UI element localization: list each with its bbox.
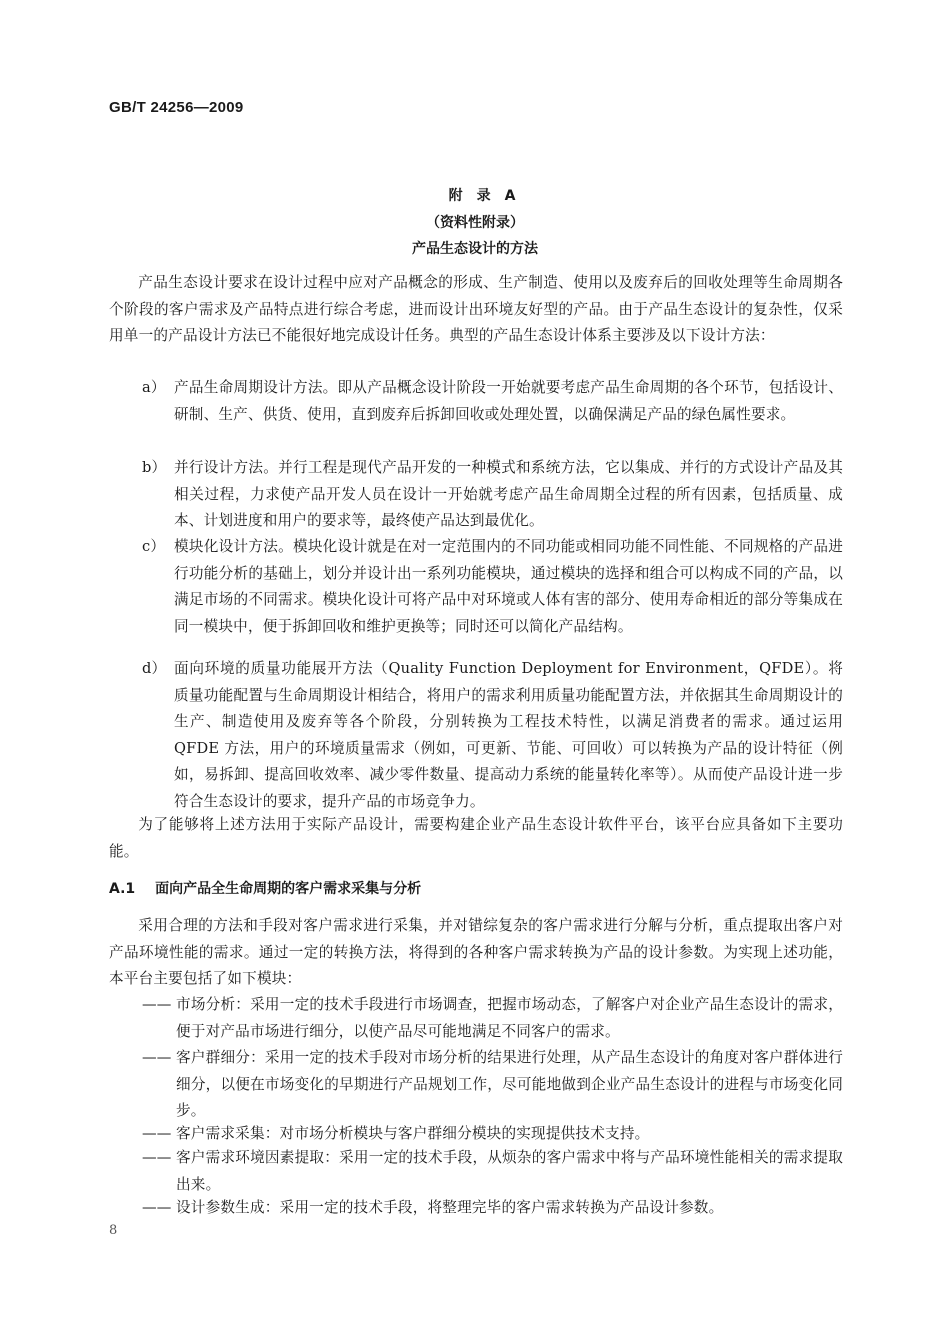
module-item-environment-factor <box>142 1145 843 1198</box>
method-text-c: 模块化设计方法。模块化设计就是在对一定范围内的不同功能或相同功能不同性能、不同规格的产品进行功能分析的基础上，划分并设计出一系列功能模块，通过模块的选择和组合可以构成不同的产品，以满足市场的不同需求。模块化设计可将产品中对环境或人体有害的部分、使用寿命相近的部分等集成在同一模块中，便于拆卸回收和维护更换等；同时还可以简化产品结构。 <box>174 538 843 635</box>
module-text: 客户需求采集：对市场分析模块与客户群细分模块的实现提供技术支持。 <box>176 1125 650 1142</box>
module-text: 市场分析：采用一定的技术手段进行市场调查，把握市场动态，了解客户对企业产品生态设计的需求，便于对产品市场进行细分，以使产品尽可能地满足不同客户的需求。 <box>176 996 843 1040</box>
page-number: 8 <box>109 1223 118 1238</box>
dash-marker: —— <box>142 1125 172 1142</box>
method-item-c <box>142 534 843 640</box>
intro-paragraph: 产品生态设计要求在设计过程中应对产品概念的形成、生产制造、使用以及废弃后的回收处理等生命周期各个阶段的客户需求及产品特点进行综合考虑，进而设计出环境友好型的产品。由于产品生态设计的复杂性，仅采用单一的产品设计方法已不能很好地完成设计任务。典型的产品生态设计体系主要涉及以下设计方法： <box>109 274 843 344</box>
module-item-market-analysis <box>142 992 843 1045</box>
dash-marker: —— <box>142 1049 172 1066</box>
method-label-b: b） <box>142 459 167 476</box>
standard-code: GB/T 24256—2009 <box>109 99 244 116</box>
module-text: 客户需求环境因素提取：采用一定的技术手段，从烦杂的客户需求中将与产品环境性能相关的需求提取出来。 <box>176 1149 843 1193</box>
dash-marker: —— <box>142 1149 172 1166</box>
method-item-d <box>142 656 843 815</box>
method-label-c: c） <box>142 538 166 555</box>
module-item-demand-collection <box>142 1121 843 1148</box>
section-a1-paragraph: 采用合理的方法和手段对客户需求进行采集，并对错综复杂的客户需求进行分解与分析，重点提取出客户对产品环境性能的需求。通过一定的转换方法，将得到的各种客户需求转换为产品的设计参数。为实现上述功能，本平台主要包括了如下模块： <box>109 917 843 987</box>
section-title: 面向产品全生命周期的客户需求采集与分析 <box>155 881 422 897</box>
dash-marker: —— <box>142 996 172 1013</box>
method-item-a <box>142 375 843 428</box>
method-text-a: 产品生命周期设计方法。即从产品概念设计阶段一开始就要考虑产品生命周期的各个环节，包括设计、研制、生产、供货、使用，直到废弃后拆卸回收或处理处置，以确保满足产品的绿色属性要求。 <box>174 379 843 423</box>
module-item-parameter-generation <box>142 1195 843 1222</box>
method-label-d: d） <box>142 660 167 677</box>
section-heading-a1 <box>109 878 421 898</box>
appendix-title: 附录A <box>448 188 530 204</box>
method-text-b: 并行设计方法。并行工程是现代产品开发的一种模式和系统方法，它以集成、并行的方式设计产品及其相关过程，力求使产品开发人员在设计一开始就考虑产品生命周期全过程的所有因素，包括质量、成本、计划进度和用户的要求等，最终使产品达到最优化。 <box>174 459 843 529</box>
module-item-customer-segmentation <box>142 1045 843 1125</box>
appendix-subtitle: （资料性附录） <box>426 215 524 231</box>
method-text-d: 面向环境的质量功能展开方法（Quality Function Deployment for Environment，QFDE）。将质量功能配置与生命周期设计相结合，将用户的需求利用质量功能配置方法，并依据其生命周期设计的生产、制造使用及废弃等各个阶段，分别转换为工程技术特性，以满足消费者的需求。通过运用 QFDE 方法，用户的环境质量需求（例如，可更新、节能、可回收）可以转换为产品的设计特征（例如，易拆卸、提高回收效率、减少零件数量、提高动力系统的能量转化率等）。从而使产品设计进一步符合生态设计的要求，提升产品的市场竞争力。 <box>174 660 843 810</box>
method-label-a: a） <box>142 379 166 396</box>
dash-marker: —— <box>142 1199 172 1216</box>
appendix-heading: 产品生态设计的方法 <box>412 241 538 257</box>
method-item-b <box>142 455 843 535</box>
module-text: 设计参数生成：采用一定的技术手段，将整理完毕的客户需求转换为产品设计参数。 <box>176 1199 724 1216</box>
module-text: 客户群细分：采用一定的技术手段对市场分析的结果进行处理，从产品生态设计的角度对客户群体进行细分，以便在市场变化的早期进行产品规划工作，尽可能地做到企业产品生态设计的进程与市场变化同步。 <box>176 1049 843 1119</box>
section-number: A.1 <box>109 881 136 897</box>
platform-paragraph: 为了能够将上述方法用于实际产品设计，需要构建企业产品生态设计软件平台，该平台应具备如下主要功能。 <box>109 816 843 860</box>
